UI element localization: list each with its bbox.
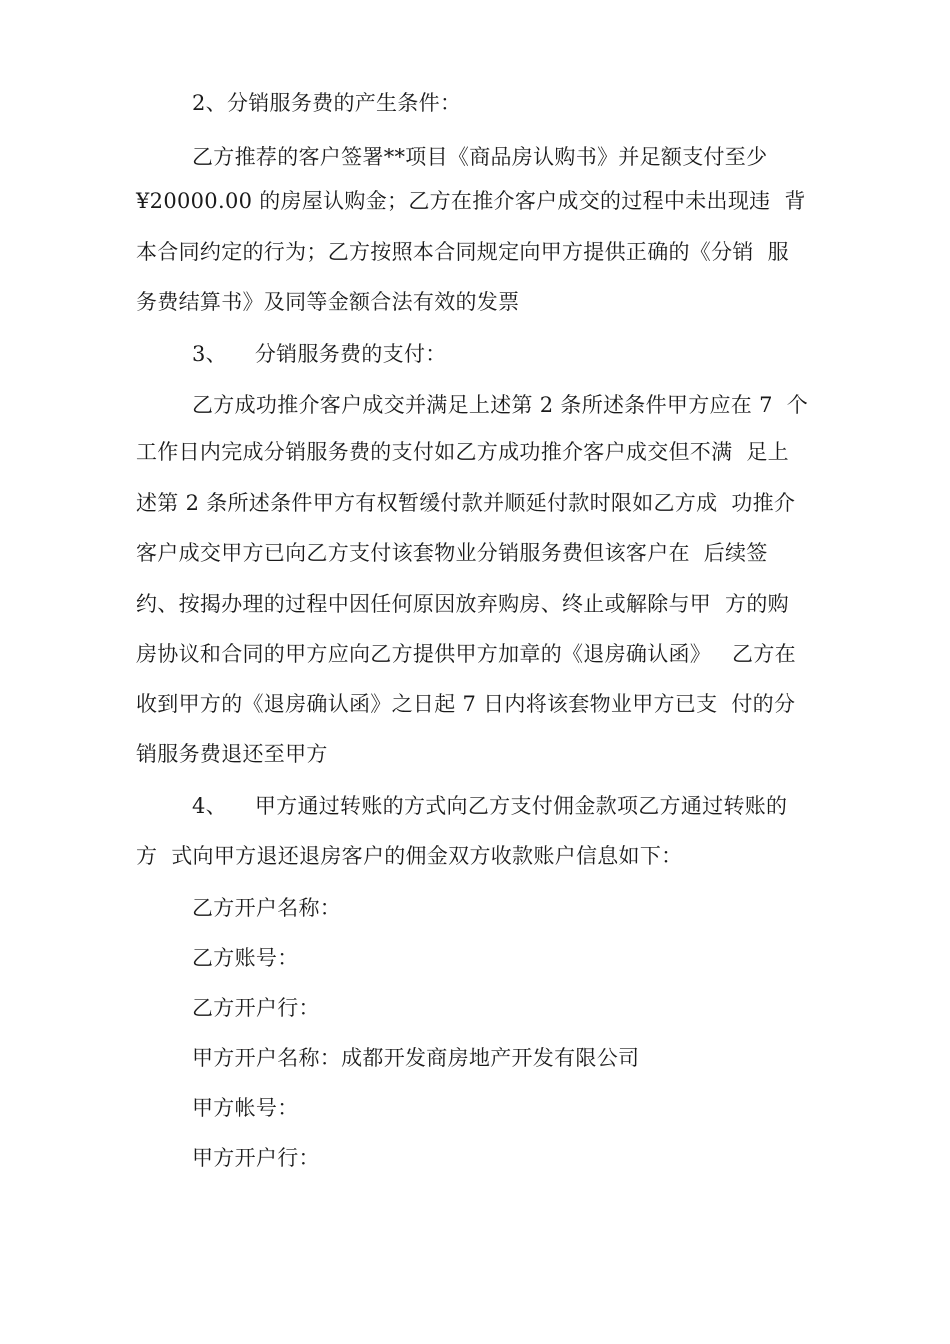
paragraph-line: 房协议和合同的甲方应向乙方提供甲方加章的《退房确认函》 乙方在: [136, 642, 796, 666]
yi-account-name-label: 乙方开户名称：: [192, 896, 342, 920]
jia-bank-label: 甲方开户行：: [192, 1146, 320, 1170]
paragraph-line: 乙方成功推介客户成交并满足上述第 2 条所述条件甲方应在 7 个: [192, 393, 808, 417]
paragraph-line: 务费结算书》及同等金额合法有效的发票: [136, 290, 520, 314]
yi-account-number-label: 乙方账号：: [192, 946, 299, 970]
paragraph-line: 销服务费退还至甲方: [136, 742, 328, 766]
paragraph-line: 约、按揭办理的过程中因任何原因放弃购房、终止或解除与甲 方的购: [136, 592, 789, 616]
jia-account-name-label: 甲方开户名称：成都开发商房地产开发有限公司: [192, 1046, 640, 1070]
section-4-line: 4、 甲方通过转账的方式向乙方支付佣金款项乙方通过转账的: [192, 794, 788, 818]
paragraph-line: 工作日内完成分销服务费的支付如乙方成功推介客户成交但不满 足上: [136, 440, 789, 464]
section-3-heading: 3、 分销服务费的支付：: [192, 342, 447, 366]
paragraph-line: ¥20000.00 的房屋认购金；乙方在推介客户成交的过程中未出现违 背: [136, 189, 806, 213]
paragraph-line: 收到甲方的《退房确认函》之日起 7 日内将该套物业甲方已支 付的分: [136, 692, 796, 716]
paragraph-line: 乙方推荐的客户签署**项目《商品房认购书》并足额支付至少: [192, 145, 768, 169]
section-2-heading: 2、分销服务费的产生条件：: [192, 91, 462, 115]
section-4-line: 方 式向甲方退还退房客户的佣金双方收款账户信息如下：: [136, 844, 683, 868]
jia-account-number-label: 甲方帐号：: [192, 1096, 299, 1120]
paragraph-line: 述第 2 条所述条件甲方有权暂缓付款并顺延付款时限如乙方成 功推介: [136, 491, 796, 515]
paragraph-line: 本合同约定的行为；乙方按照本合同规定向甲方提供正确的《分销 服: [136, 240, 789, 264]
yi-bank-label: 乙方开户行：: [192, 996, 320, 1020]
paragraph-line: 客户成交甲方已向乙方支付该套物业分销服务费但该客户在 后续签: [136, 541, 768, 565]
